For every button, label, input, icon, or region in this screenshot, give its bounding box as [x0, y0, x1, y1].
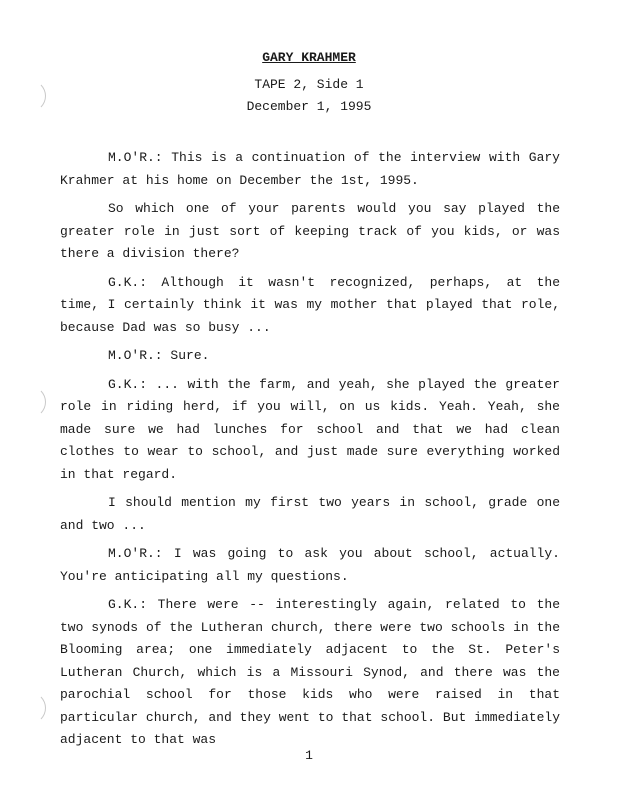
transcript-paragraph: G.K.: There were -- interestingly again, related to the two synods of the Lutheran church, there were two schools in the Blooming area; one immediately adjacent to the St. Peter's Lutheran Church, which is a Missouri Synod, and there was the parochial school for those kids who were raised in that particular church, and they went to that school. But immediately adjacent to that was: [60, 597, 560, 747]
interviewee-title: GARY KRAHMER: [262, 50, 356, 65]
page-number: 1: [305, 748, 313, 763]
punch-hole-mark: [14, 386, 46, 418]
punch-hole-mark: [14, 692, 46, 724]
transcript-body: [60, 147, 560, 758]
transcript-paragraph: G.K.: Although it wasn't recognized, perhaps, at the time, I certainly think it was my mother that played that role, because Dad was so busy ...: [60, 274, 560, 335]
transcript-paragraph: M.O'R.: I was going to ask you about school, actually. You're anticipating all my questions.: [60, 546, 560, 584]
transcript-paragraph: I should mention my first two years in school, grade one and two ...: [60, 495, 560, 533]
transcript-paragraph: So which one of your parents would you say played the greater role in just sort of keeping track of you kids, or was there a division there?: [60, 201, 560, 261]
transcript-paragraph: M.O'R.: This is a continuation of the interview with Gary Krahmer at his home on December the 1st, 1995.: [60, 150, 560, 188]
tape-label: TAPE 2, Side 1: [254, 77, 364, 92]
interview-date: December 1, 1995: [246, 99, 372, 114]
transcript-paragraph: M.O'R.: Sure.: [108, 348, 210, 363]
transcript-paragraph: G.K.: ... with the farm, and yeah, she played the greater role in riding herd, if you will, on us kids. Yeah. Yeah, she made sure we had lunches for school and that we had clean clothes to wear to school, and just made sure everything worked in that regard.: [60, 376, 560, 482]
